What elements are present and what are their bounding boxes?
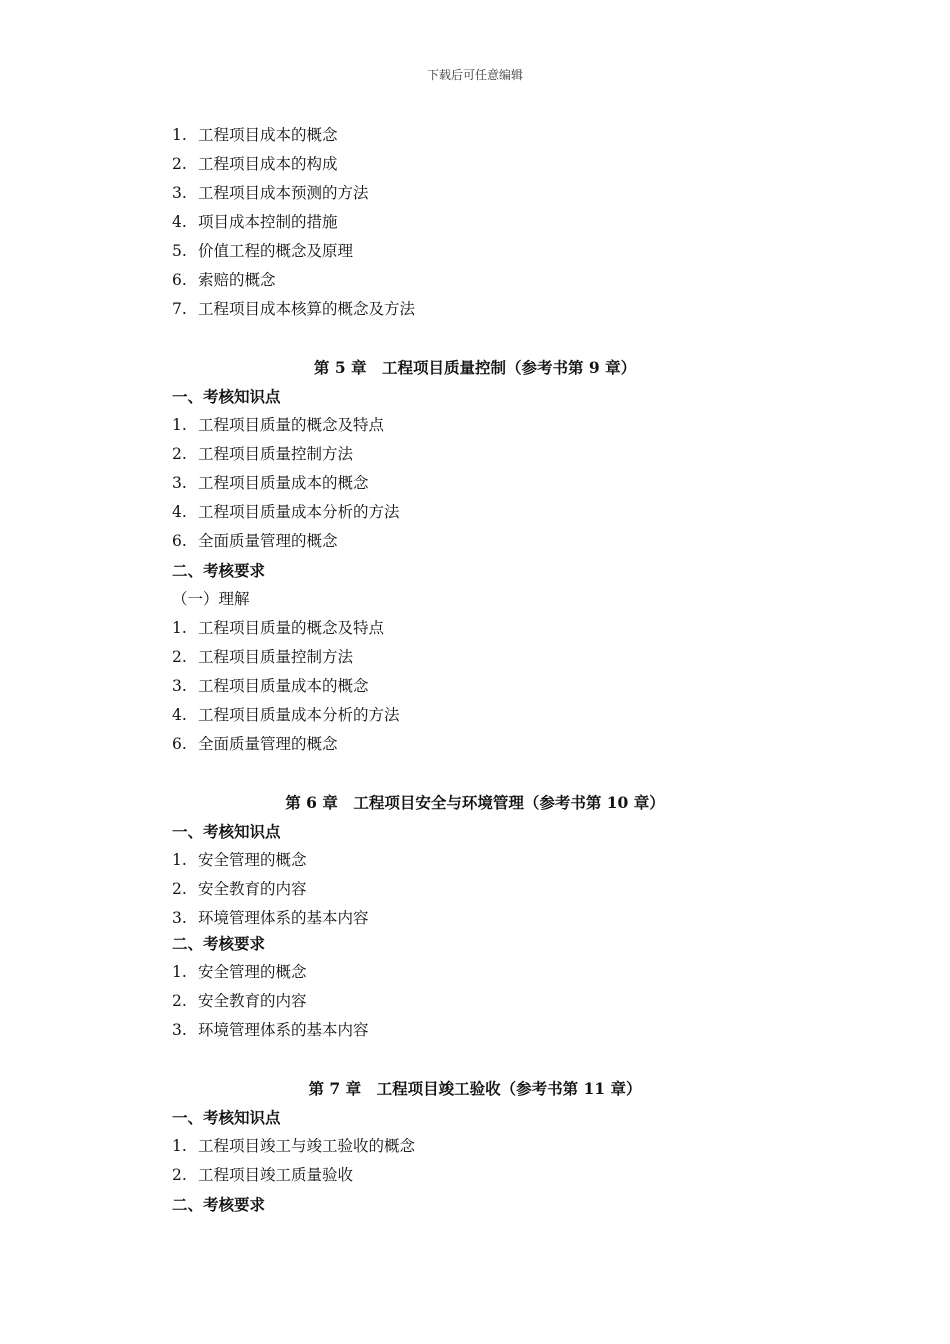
chapter-6-title: 第 6 章 工程项目安全与环境管理（参考书第 10 章） <box>285 793 665 812</box>
list-item: 1. 安全管理的概念 <box>172 963 307 981</box>
list-item: 2. 安全教育的内容 <box>172 992 307 1010</box>
list-item: 3. 工程项目成本预测的方法 <box>172 184 369 202</box>
chapter-7-title: 第 7 章 工程项目竣工验收（参考书第 11 章） <box>308 1079 642 1098</box>
knowledge-heading: 一、考核知识点 <box>172 387 281 406</box>
chapter-5-title: 第 5 章 工程项目质量控制（参考书第 9 章） <box>313 358 637 377</box>
list-item: 1. 工程项目竣工与竣工验收的概念 <box>172 1137 416 1155</box>
list-item: 1. 工程项目质量的概念及特点 <box>172 619 385 637</box>
list-item: 3. 环境管理体系的基本内容 <box>172 909 369 927</box>
document-body <box>172 121 792 1219</box>
list-item: 3. 环境管理体系的基本内容 <box>172 1021 369 1039</box>
list-item: 6. 索赔的概念 <box>172 271 276 289</box>
list-item: 1. 工程项目成本的概念 <box>172 126 338 144</box>
header-note: 下载后可任意编辑 <box>426 68 523 82</box>
list-item: 2. 工程项目质量控制方法 <box>172 648 354 666</box>
list-item: 3. 工程项目质量成本的概念 <box>172 474 369 492</box>
chapter-6-section <box>172 788 792 1045</box>
list-item: 6. 全面质量管理的概念 <box>172 532 338 550</box>
chapter-7-section <box>172 1074 792 1219</box>
requirements-heading: 二、考核要求 <box>172 934 266 953</box>
list-item: 1. 工程项目质量的概念及特点 <box>172 416 385 434</box>
list-item: 5. 价值工程的概念及原理 <box>172 242 354 260</box>
list-item: 6. 全面质量管理的概念 <box>172 735 338 753</box>
sub-heading: （一）理解 <box>172 590 250 608</box>
knowledge-heading: 一、考核知识点 <box>172 822 281 841</box>
list-item: 1. 安全管理的概念 <box>172 851 307 869</box>
requirements-heading: 二、考核要求 <box>172 1195 266 1214</box>
list-item: 4. 工程项目质量成本分析的方法 <box>172 503 400 521</box>
list-item: 2. 工程项目成本的构成 <box>172 155 338 173</box>
knowledge-heading: 一、考核知识点 <box>172 1108 281 1127</box>
list-item: 2. 工程项目质量控制方法 <box>172 445 354 463</box>
top-list <box>172 121 792 324</box>
list-item: 7. 工程项目成本核算的概念及方法 <box>172 300 416 318</box>
list-item: 2. 工程项目竣工质量验收 <box>172 1166 354 1184</box>
list-item: 3. 工程项目质量成本的概念 <box>172 677 369 695</box>
list-item: 4. 工程项目质量成本分析的方法 <box>172 706 400 724</box>
chapter-5-section <box>172 353 792 759</box>
list-item: 4. 项目成本控制的措施 <box>172 213 338 231</box>
requirements-heading: 二、考核要求 <box>172 561 266 580</box>
list-item: 2. 安全教育的内容 <box>172 880 307 898</box>
